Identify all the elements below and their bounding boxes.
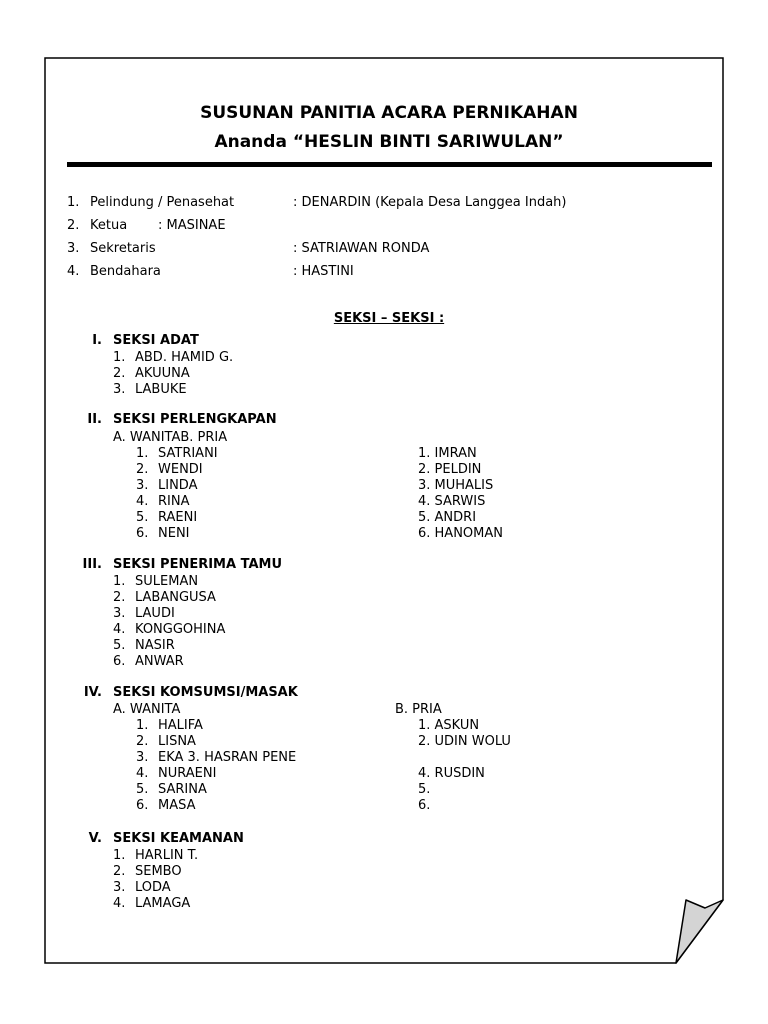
section-title: SEKSI PENERIMA TAMU (113, 557, 282, 572)
list-item: AKUUNA (135, 366, 190, 381)
list-item: 4. SARWIS (418, 494, 486, 509)
list-item-num: 2. (136, 734, 149, 749)
list-item: LINDA (158, 478, 198, 493)
sections-heading: SEKSI – SEKSI : (333, 311, 445, 326)
list-item-num: 3. (113, 606, 126, 621)
list-item: SULEMAN (135, 574, 199, 589)
list-item: 6. HANOMAN (418, 526, 503, 541)
officer-num: 4. (67, 264, 80, 279)
list-item: 2. PELDIN (418, 462, 482, 477)
list-item-num: 1. (136, 718, 149, 733)
list-item-num: 1. (113, 848, 126, 863)
document-subtitle: Ananda “HESLIN BINTI SARIWULAN” (214, 132, 564, 152)
list-item-num: 4. (113, 622, 126, 637)
list-item: 2. UDIN WOLU (418, 734, 511, 749)
officer-num: 2. (67, 218, 80, 233)
list-item: 1. IMRAN (418, 446, 477, 461)
list-item: 4. RUSDIN (418, 766, 485, 781)
officer-role: Bendahara (90, 264, 161, 279)
list-item: RAENI (158, 510, 198, 525)
officer-num: 1. (67, 195, 80, 210)
list-item-num: 6. (113, 654, 126, 669)
section-title: SEKSI KOMSUMSI/MASAK (113, 685, 298, 700)
officer-num: 3. (67, 241, 80, 256)
list-item: KONGGOHINA (135, 622, 226, 637)
section-number: I. (92, 333, 102, 348)
section-title: SEKSI KEAMANAN (113, 831, 244, 846)
list-item-num: 5. (136, 510, 149, 525)
section-number: III. (82, 557, 102, 572)
list-item: RINA (158, 494, 190, 509)
list-item-num: 6. (136, 798, 149, 813)
list-item: SARINA (158, 782, 207, 797)
list-item-num: 3. (113, 382, 126, 397)
list-item: SEMBO (135, 864, 182, 879)
list-item: MASA (158, 798, 196, 813)
list-item: LABUKE (135, 382, 187, 397)
list-item-num: 5. (113, 638, 126, 653)
list-item: LAMAGA (135, 896, 191, 911)
officer-value: : HASTINI (293, 264, 354, 279)
list-item: SATRIANI (158, 446, 218, 461)
list-item: WENDI (158, 462, 203, 477)
list-item: LODA (135, 880, 171, 895)
section-number: II. (87, 412, 102, 427)
group-label: B. PRIA (395, 702, 442, 717)
section-title: SEKSI ADAT (113, 333, 199, 348)
list-item-num: 2. (113, 864, 126, 879)
list-item: LABANGUSA (135, 590, 216, 605)
document-title: SUSUNAN PANITIA ACARA PERNIKAHAN (200, 103, 578, 123)
list-item: 5. (418, 782, 431, 797)
list-item-num: 1. (136, 446, 149, 461)
list-item-num: 4. (136, 494, 149, 509)
group-label: A. WANITA (113, 702, 181, 717)
officer-role: Sekretaris (90, 241, 156, 256)
officer-value: : MASINAE (158, 218, 226, 233)
list-item: LAUDI (135, 606, 175, 621)
title-divider (67, 162, 712, 167)
list-item: 3. MUHALIS (418, 478, 494, 493)
list-item: LISNA (158, 734, 196, 749)
section-number: IV. (83, 685, 102, 700)
list-item-num: 3. (113, 880, 126, 895)
officer-value: : SATRIAWAN RONDA (293, 241, 430, 256)
list-item: 6. (418, 798, 431, 813)
list-item-num: 4. (113, 896, 126, 911)
list-item: HALIFA (158, 718, 203, 733)
officer-role: Pelindung / Penasehat (90, 195, 235, 210)
list-item: ANWAR (135, 654, 184, 669)
list-item-num: 2. (113, 366, 126, 381)
list-item: NURAENI (158, 766, 217, 781)
list-item-num: 3. (136, 478, 149, 493)
list-item-num: 4. (136, 766, 149, 781)
list-item: EKA 3. HASRAN PENE (158, 750, 297, 765)
officer-role: Ketua (90, 218, 128, 233)
list-item-num: 5. (136, 782, 149, 797)
list-item: NENI (158, 526, 190, 541)
list-item-num: 1. (113, 350, 126, 365)
group-label: A. WANITAB. PRIA (113, 430, 228, 445)
list-item: ABD. HAMID G. (135, 350, 234, 365)
list-item: NASIR (135, 638, 175, 653)
list-item-num: 2. (136, 462, 149, 477)
list-item: 5. ANDRI (418, 510, 477, 525)
section-title: SEKSI PERLENGKAPAN (113, 412, 277, 427)
list-item-num: 6. (136, 526, 149, 541)
list-item: 1. ASKUN (418, 718, 480, 733)
section-number: V. (88, 831, 102, 846)
list-item-num: 2. (113, 590, 126, 605)
list-item-num: 3. (136, 750, 149, 765)
list-item: HARLIN T. (135, 848, 199, 863)
list-item-num: 1. (113, 574, 126, 589)
officer-value: : DENARDIN (Kepala Desa Langgea Indah) (293, 195, 567, 210)
